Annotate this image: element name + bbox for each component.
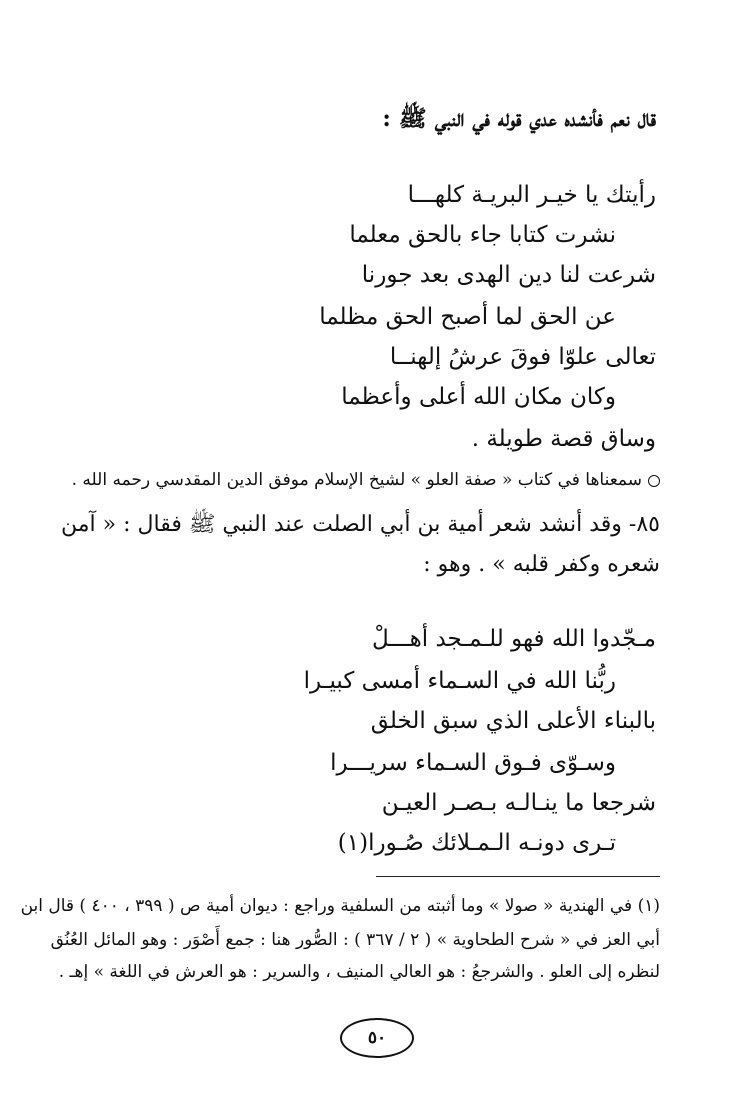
prose-line-1: ٨٥- وقد أنشد شعر أمية بن أبي الصلت عند النبي ﷺ فقال : « آمن <box>61 512 660 537</box>
poem1-verse-3: شرعت لنا دين الهدى بعد جورنا <box>361 262 656 288</box>
poem2-verse-2: ربُّنا الله في السـماء أمسى كبيـرا <box>303 668 616 694</box>
poem2-verse-3: بالبناء الأعلى الذي سبق الخلق <box>370 708 656 734</box>
poem1-verse-4: عن الحق لما أصبح الحق مظلما <box>319 304 616 330</box>
poem2-verse-4: وسـوّى فـوق السـماء سريـــرا <box>330 750 616 776</box>
prose-line-2: شعره وكفر قلبه » . وهو : <box>423 552 660 577</box>
source-note <box>72 470 660 490</box>
source-note-text: سمعناها في كتاب « صفة العلو » لشيخ الإسلام موفق الدين المقدسي رحمه الله . <box>71 470 642 490</box>
footnote-line-3: لنظره إلى العلو . والشرجعُ : هو العالي المنيف ، والسرير : هو العرش في اللغة » إهـ . <box>58 962 660 982</box>
poem2-verse-5: شرجعا ما ينـالـه بـصـر العيـن <box>381 790 656 816</box>
footnote-divider <box>376 876 660 877</box>
poem1-verse-5: تعالى علوّا فوقَ عرشُ إلهنــا <box>389 344 656 370</box>
after-poem-line: وساق قصة طويلة . <box>471 426 656 452</box>
intro-line: قال نعم فأنشده عدي قوله في النبي ﷺ : <box>382 105 656 132</box>
poem1-verse-6: وكان مكان الله أعلى وأعظما <box>341 384 616 410</box>
poem2-verse-1: مـجّدوا الله فهو للـمـجد أهـــلْ <box>371 626 656 652</box>
circle-marker-icon <box>648 475 660 487</box>
poem2-verse-6: تـرى دونـه الـمـلائك صُـورا(١) <box>337 830 616 856</box>
footnote-line-2: أبي العز في « شرح الطحاوية » ( ٢ / ٣٦٧ ) : الصُّور هنا : جمع أَصْوَر : وهو المائل العُنُق <box>50 930 660 950</box>
poem1-verse-2: نشرت كتابا جاء بالحق معلما <box>349 222 616 248</box>
footnote-line-1: (١) في الهندية « صولا » وما أثبته من السلفية وراجع : ديوان أمية ص ( ٣٩٩ ، ٤٠٠ ) قال ابن <box>20 896 660 916</box>
poem1-verse-1: رأيتك يا خيـر البريـة كلهـــا <box>407 182 656 208</box>
page-number: ٥٠ <box>340 1018 414 1058</box>
